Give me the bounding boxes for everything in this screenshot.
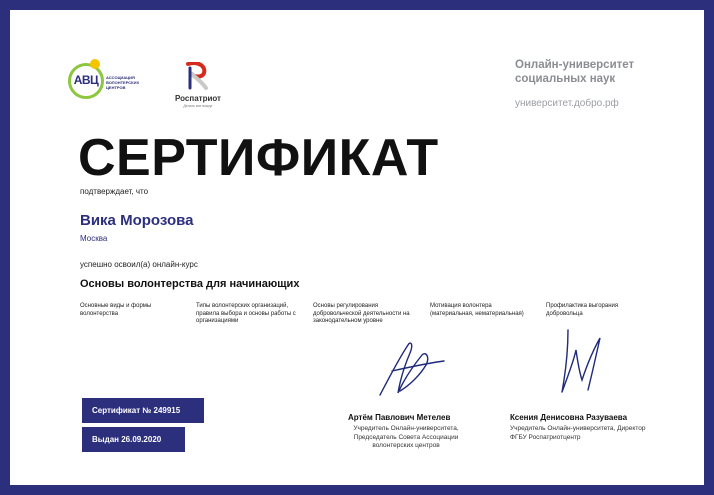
recipient-city: Москва (80, 234, 108, 243)
topic-item: Мотивация волонтера (материальная, нематериальная) (430, 303, 524, 317)
signer-role: Учредитель Онлайн-университета, Председатель Совета Ассоциации волонтерских центров (353, 425, 459, 449)
rospatriot-logo (168, 62, 228, 112)
rospatriot-name: Роспатриот (175, 94, 221, 103)
signature-2-icon (548, 320, 618, 400)
signer-role: Учредитель Онлайн-университета, Директор ФГБУ Роспатриотцентр (510, 425, 646, 441)
course-name: Основы волонтерства для начинающих (80, 278, 300, 290)
signature-1-icon (370, 335, 450, 405)
university-url: университет.добро.рф (515, 98, 619, 109)
avc-logo-caption: АССОЦИАЦИЯ ВОЛОНТЕРСКИХ ЦЕНТРОВ (106, 75, 140, 90)
confirms-text: подтверждает, что (80, 187, 149, 196)
topic-item: Основы регулирования добровольческой деятельности на законодательном уровне (313, 303, 410, 324)
signer-name: Артём Павлович Метелев (348, 413, 451, 422)
signer-name: Ксения Денисовна Разуваева (510, 413, 628, 422)
topic-item: Типы волонтерских организаций, правила выбора и основы работы с организациями (196, 303, 296, 324)
avc-logo-dot (90, 59, 100, 69)
topic-item: Профилактика выгорания добровольца (546, 303, 619, 317)
avc-logo (68, 57, 158, 101)
topic-item: Основные виды и формы волонтерства (80, 303, 152, 317)
completed-text: успешно освоил(а) онлайн-курс (80, 260, 198, 269)
rospatriot-mark-icon (184, 62, 210, 90)
certificate-title: СЕРТИФИКАТ (78, 129, 439, 187)
university-title: Онлайн-университет социальных наук (515, 59, 635, 85)
certificate-number-badge: Сертификат № 249915 (82, 398, 204, 423)
issue-date-badge: Выдан 26.09.2020 (82, 427, 185, 452)
recipient-name: Вика Морозова (80, 212, 194, 229)
avc-logo-text: АВЦ (73, 73, 99, 87)
rospatriot-tagline: Делать все вокруг (183, 104, 213, 108)
